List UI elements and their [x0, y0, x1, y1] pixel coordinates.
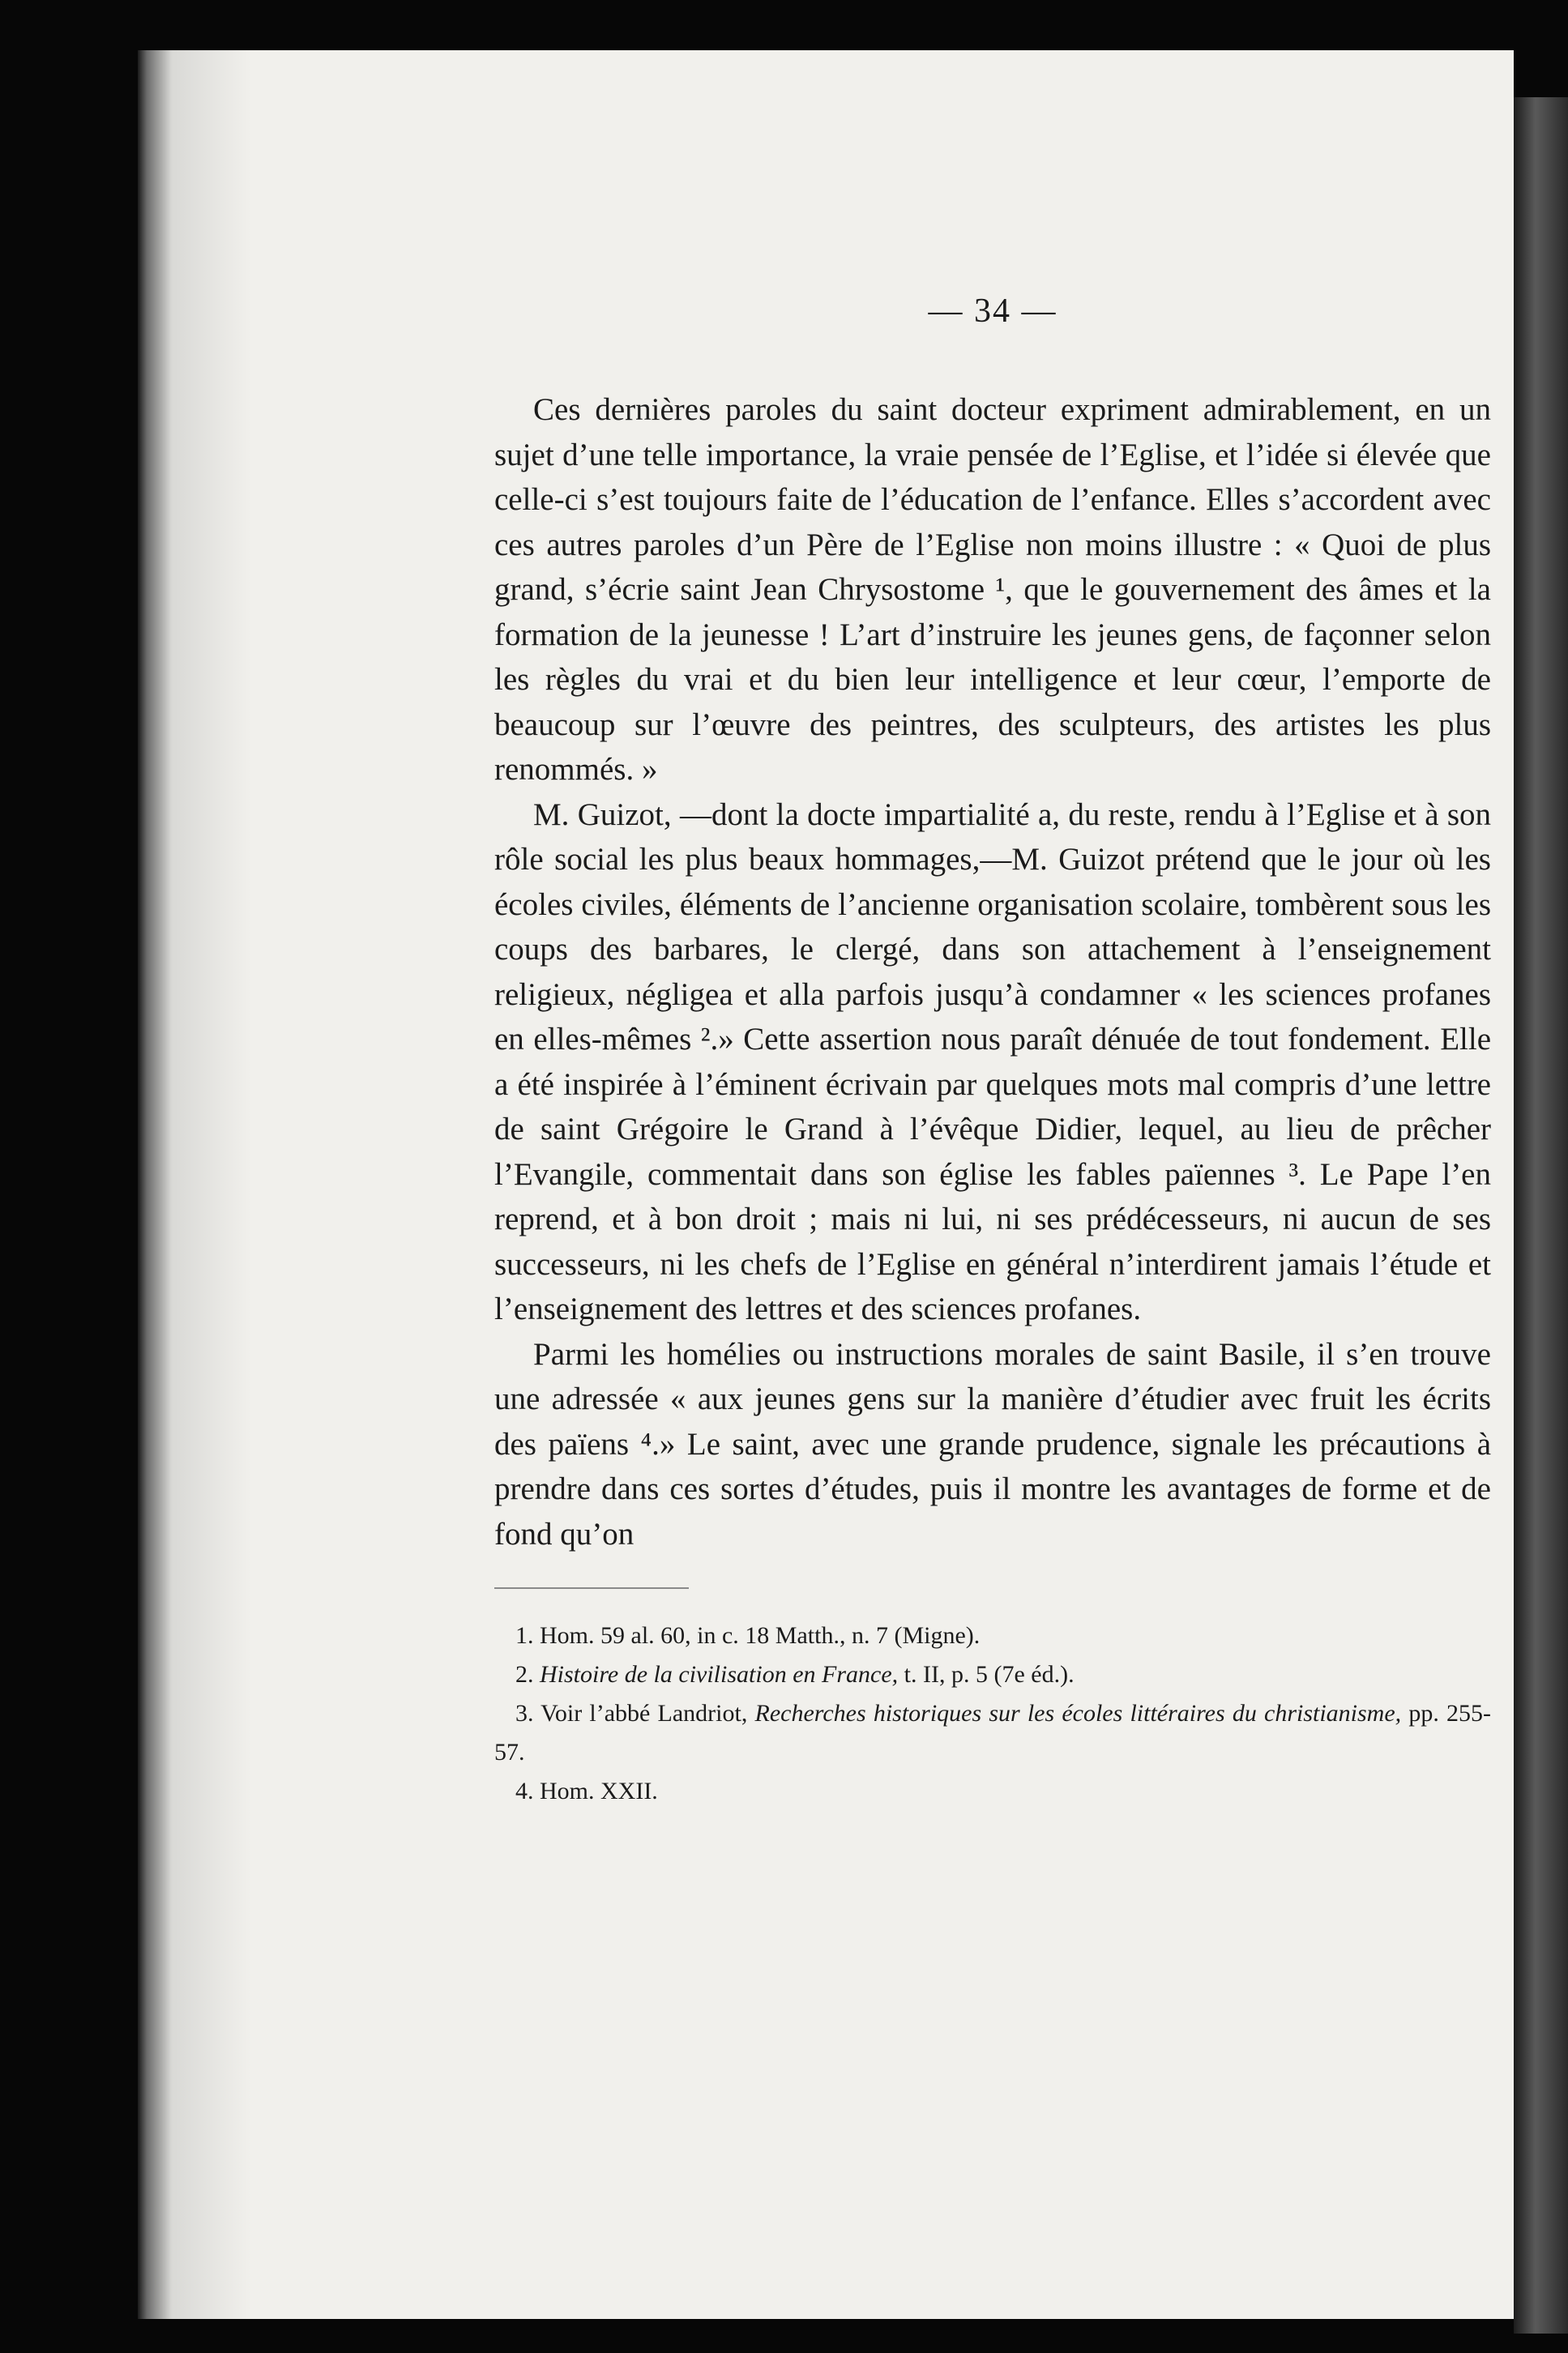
footnote-3-reference: 3. Voir l’abbé Landriot,: [515, 1700, 755, 1727]
body-paragraph: Ces dernières paroles du saint docteur expriment admirablement, en un sujet d’une telle importance, la vraie pensée de l’Eglise, et l’idée si élevée que celle-ci s’est toujours faite de l’éducation de l’enfance. Elles s’accordent avec ces autres paroles d’un Père de l’Eglise non moins illustre : « Quoi de plus grand, s’écrie saint Jean Chrysostome ¹, que le gouvernement des âmes et la formation de la jeunesse ! L’art d’instruire les jeunes gens, de façonner selon les règles du vrai et du bien leur intelligence et leur cœur, l’emporte de beaucoup sur l’œuvre des peintres, des sculpteurs, des artistes les plus renommés. »: [494, 392, 1491, 787]
page-number: — 34 —: [928, 293, 1057, 330]
body-paragraph: M. Guizot, —dont la docte impartialité a, du reste, rendu à l’Eglise et à son rôle social les plus beaux hommages,—M. Guizot prétend que le jour où les écoles civiles, éléments de l’ancienne organisation scolaire, tombèrent sous les coups des barbares, le clergé, dans son attachement à l’enseignement religieux, négligea et alla parfois jusqu’à condamner « les sciences profanes en elles-mêmes ².» Cette assertion nous paraît dénuée de tout fondement. Elle a été inspirée à l’éminent écrivain par quelques mots mal compris d’une lettre de saint Grégoire le Grand à l’évêque Didier, lequel, au lieu de prêcher l’Evangile, commentait dans son église les fables païennes ³. Le Pape l’en reprend, et à bon droit ; mais ni lui, ni ses prédécesseurs, ni aucun de ses successeurs, ni les chefs de l’Eglise en général n’interdirent jamais l’étude et l’enseignement des lettres et des sciences profanes.: [494, 796, 1491, 1326]
footnote-3-title: Recherches historiques sur les écoles littéraires du christianisme,: [754, 1700, 1402, 1727]
page-text-block: [494, 292, 1491, 1811]
page-edge: [1514, 97, 1568, 2334]
footnote-2: [494, 1655, 1491, 1694]
footnote-2-title: Histoire de la civilisation en France,: [540, 1661, 899, 1688]
footnote-3-pages: pp. 255-57.: [494, 1700, 1491, 1766]
footnote-2-number: 2.: [515, 1661, 540, 1688]
footnote-1: 1. Hom. 59 al. 60, in c. 18 Matth., n. 7 (Migne).: [515, 1622, 981, 1649]
footnote-3: [494, 1694, 1491, 1772]
footnote-4: 4. Hom. XXII.: [515, 1778, 658, 1804]
footnote-divider: [494, 1587, 689, 1589]
page-gutter-shadow: [138, 50, 251, 2319]
body-paragraph: Parmi les homélies ou instructions morales de saint Basile, il s’en trouve une adressée « aux jeunes gens sur la manière d’étudier avec fruit les écrits des païens ⁴.» Le saint, avec une grande prudence, signale les précautions à prendre dans ces sortes d’études, puis il montre les avantages de forme et de fond qu’on: [494, 1336, 1491, 1552]
footnote-2-details: t. II, p. 5 (7e éd.).: [898, 1661, 1075, 1688]
